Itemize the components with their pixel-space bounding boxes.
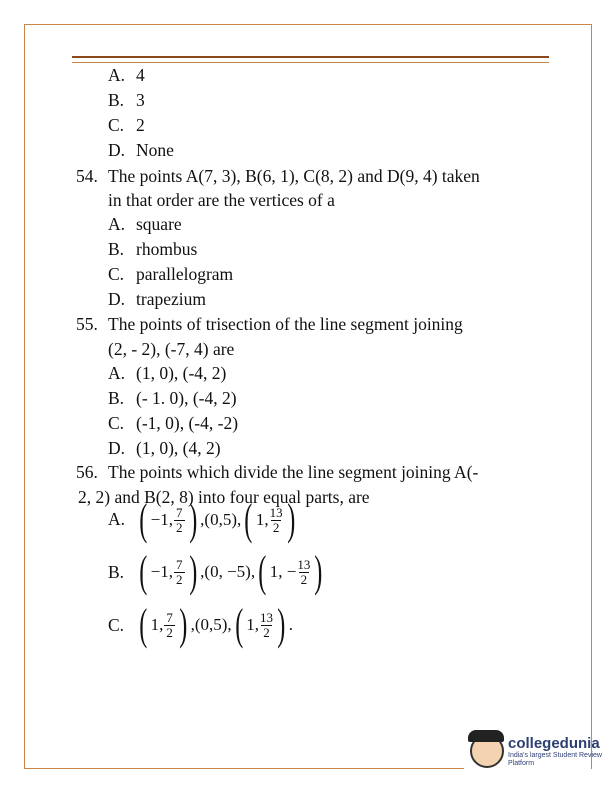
q55-option-a: A. (1, 0), (-4, 2)	[108, 363, 227, 383]
q53-option-c: C. 2	[108, 115, 145, 135]
q55-text-2: (2, - 2), (-7, 4) are	[108, 339, 235, 359]
q55-option-c: C. (-1, 0), (-4, -2)	[108, 413, 239, 433]
q53-option-b: B. 3	[108, 90, 145, 110]
q54-option-b: B. rhombus	[108, 239, 198, 259]
q56-option-a: ( −1, $\frac{7}{2}$ ) ,(0,5), ( 1, $\frac{13}{2}$ )	[139, 495, 295, 544]
logo-name: collegedunia	[508, 734, 600, 752]
q54-text: The points A(7, 3), B(6, 1), C(8, 2) and D(9, 4) taken	[108, 166, 480, 186]
q53-option-a: A. 4	[108, 65, 145, 85]
q56-text-2: 2, 2) and B(2, 8) into four equal parts, are	[78, 487, 370, 507]
q54-option-c: C. parallelogram	[108, 264, 234, 284]
q56-number: 56.	[76, 462, 98, 482]
collegedunia-logo	[470, 734, 604, 768]
fraction: $\frac{13}{2}$	[269, 504, 283, 535]
fraction: $\frac{7}{2}$	[176, 504, 183, 535]
fraction: $\frac{7}{2}$	[176, 556, 183, 587]
footer-rule	[24, 768, 464, 769]
q54-option-a: A. square	[108, 214, 182, 234]
q56-option-c: ( 1, $\frac{7}{2}$ ) ,(0,5), ( 1, $\frac{13}{2}$ ) .	[139, 600, 293, 649]
q54-number: 54.	[76, 166, 98, 186]
header-rule	[72, 56, 549, 63]
q55-option-d: D. (1, 0), (4, 2)	[108, 438, 221, 458]
q56-option-b: ( −1, $\frac{7}{2}$ ) ,(0, −5), ( 1, − $\frac{13}{2}$ )	[139, 547, 323, 596]
q55-text: The points of trisection of the line segment joining	[108, 314, 463, 334]
q55-number: 55.	[76, 314, 98, 334]
q56-option-b-label: B.	[108, 562, 125, 582]
q56-option-c-label: C.	[108, 615, 125, 635]
fraction: $\frac{13}{2}$	[297, 556, 311, 587]
q53-option-d: D. None	[108, 140, 174, 160]
q54-option-d: D. trapezium	[108, 289, 206, 309]
logo-tagline: India's largest Student Review Platform	[508, 751, 602, 767]
q56-option-a-label: A.	[108, 509, 126, 529]
fraction: $\frac{7}{2}$	[166, 609, 173, 640]
q54-text-2: in that order are the vertices of a	[108, 190, 335, 210]
fraction: $\frac{13}{2}$	[260, 609, 274, 640]
q56-text: The points which divide the line segment joining A(-	[108, 462, 479, 482]
mascot-icon	[470, 734, 504, 768]
q55-option-b: B. (- 1. 0), (-4, 2)	[108, 388, 237, 408]
